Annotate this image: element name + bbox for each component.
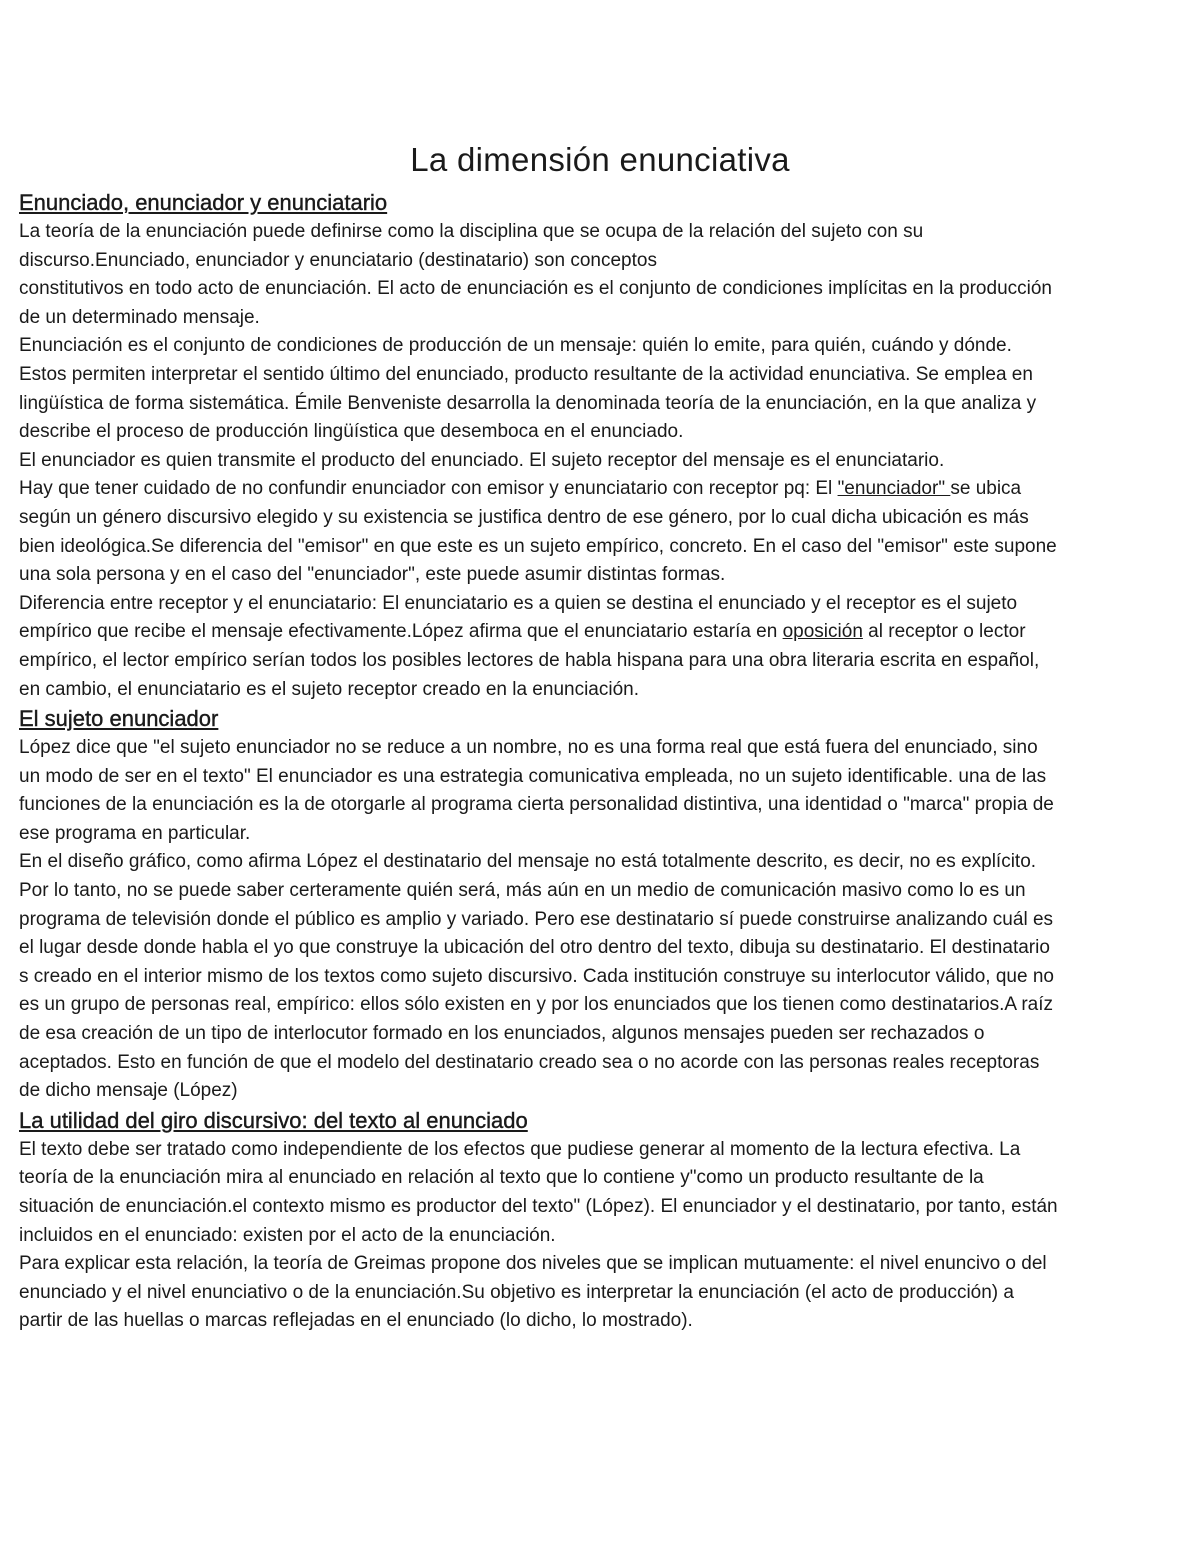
text-line: situación de enunciación.el contexto mismo es productor del texto" (López). El enunciador y el destinatario, por tanto, están [19, 1196, 1058, 1217]
text-line: de esa creación de un tipo de interlocutor formado en los enunciados, algunos mensajes pueden ser rechazados o [19, 1023, 985, 1045]
underlined-term: "enunciador" [837, 478, 951, 500]
text-line: partir de las huellas o marcas reflejadas en el enunciado (lo dicho, lo mostrado). [19, 1310, 693, 1332]
text-line: Para explicar esta relación, la teoría de Greimas propone dos niveles que se implican mutuamente: el nivel enuncivo o del [19, 1253, 1047, 1275]
paragraph [19, 848, 1197, 1105]
text-line: El texto debe ser tratado como independiente de los efectos que pudiese generar al momento de la lectura efectiva. La [19, 1138, 1021, 1160]
text-line: de dicho mensaje (López) [19, 1080, 238, 1102]
paragraph [19, 590, 1197, 704]
text-line: Hay que tener cuidado de no confundir enunciador con emisor y enunciatario con receptor pq: El [19, 478, 838, 500]
text-line: teoría de la enunciación mira al enunciado en relación al texto que lo contiene y"como un producto resultante de la [19, 1167, 984, 1189]
section-heading-enunciado: Enunciado, enunciador y enunciatario [19, 190, 388, 215]
paragraph [19, 218, 1197, 275]
text-line: El enunciador es quien transmite el producto del enunciado. El sujeto receptor del mensaje es el enunciatario. [19, 449, 945, 471]
text-line: constitutivos en todo acto de enunciación. El acto de enunciación es el conjunto de condiciones implícitas en la producción [19, 278, 1052, 300]
paragraph [19, 734, 1197, 848]
document-body [19, 188, 1197, 1336]
text-line: lingüística de forma sistemática. Émile Benveniste desarrolla la denominada teoría de la enunciación, en la que analiza y [19, 392, 1037, 414]
text-line: aceptados. Esto en función de que el modelo del destinatario creado sea o no acorde con las personas reales receptoras [19, 1051, 1040, 1073]
text-line: según un género discursivo elegido y su existencia se justifica dentro de ese género, por lo cual dicha ubicación es más [19, 506, 1029, 528]
section-heading-giro-discursivo: La utilidad del giro discursivo: del texto al enunciado [19, 1107, 528, 1133]
paragraph [19, 1250, 1197, 1336]
text-line: el lugar desde donde habla el yo que construye la ubicación del otro dentro del texto, dibuja su destinatario. El destinatario [19, 937, 1050, 959]
text-line: incluidos en el enunciado: existen por el acto de la enunciación. [19, 1224, 556, 1246]
paragraph [19, 447, 1197, 476]
text-line: En el diseño gráfico, como afirma López el destinatario del mensaje no está totalmente descrito, es decir, no es explícito. [19, 851, 1037, 873]
text-line: de un determinado mensaje. [19, 306, 260, 328]
page-title: La dimensión enunciativa [410, 141, 790, 178]
text-line: programa de televisión donde el público es amplio y variado. Pero ese destinatario sí puede construirse analizando cuál es [19, 908, 1054, 930]
text-line: Diferencia entre receptor y el enunciatario: El enunciatario es a quien se destina el enunciado y el receptor es el sujeto [19, 592, 1018, 614]
text-line: al receptor o lector [862, 621, 1026, 643]
text-line: López dice que "el sujeto enunciador no se reduce a un nombre, no es una forma real que está fuera del enunciado, sino [19, 737, 1038, 759]
text-line: un modo de ser en el texto" El enunciador es una estrategia comunicativa empleada, no un sujeto identificable. una de las [19, 765, 1047, 787]
text-line: funciones de la enunciación es la de otorgarle al programa cierta personalidad distintiva, una identidad o "marca" propia de [19, 794, 1054, 816]
text-line: empírico, el lector empírico serían todos los posibles lectores de habla hispana para una obra literaria escrita en español, [19, 649, 1040, 671]
text-line: empírico que recibe el mensaje efectivamente.López afirma que el enunciatario estaría en [19, 621, 783, 643]
paragraph [19, 1136, 1197, 1250]
text-line: se ubica [950, 478, 1022, 500]
paragraph [19, 475, 1197, 589]
text-line: en cambio, el enunciatario es el sujeto receptor creado en la enunciación. [19, 678, 639, 700]
paragraph [19, 275, 1197, 332]
text-line: es un grupo de personas real, empírico: ellos sólo existen en y por los enunciados que los tienen como destinatarios.A raíz [19, 994, 1053, 1016]
text-line: La teoría de la enunciación puede definirse como la disciplina que se ocupa de la relación del sujeto con su [19, 221, 924, 242]
text-line: Estos permiten interpretar el sentido último del enunciado, producto resultante de la actividad enunciativa. Se emplea en [19, 363, 1033, 385]
text-line: Enunciación es el conjunto de condiciones de producción de un mensaje: quién lo emite, para quién, cuándo y dónde. [19, 335, 1012, 357]
underlined-term: oposición [782, 621, 863, 643]
text-line: bien ideológica.Se diferencia del "emisor" en que este es un sujeto empírico, concreto. En el caso del "emisor" este supone [19, 535, 1057, 557]
text-line: s creado en el interior mismo de los textos como sujeto discursivo. Cada institución construye su interlocutor válido, que no [19, 965, 1054, 987]
text-line: una sola persona y en el caso del "enunciador", este puede asumir distintas formas. [19, 564, 726, 586]
text-line: Por lo tanto, no se puede saber certeramente quién será, más aún en un medio de comunicación masivo como lo es un [19, 880, 1026, 902]
text-line: enunciado y el nivel enunciativo o de la enunciación.Su objetivo es interpretar la enunciación (el acto de producción) a [19, 1281, 1014, 1303]
text-line: discurso.Enunciado, enunciador y enunciatario (destinatario) son conceptos [19, 249, 657, 271]
text-line: ese programa en particular. [19, 822, 251, 844]
section-heading-sujeto-enunciador: El sujeto enunciador [19, 706, 219, 732]
paragraph [19, 332, 1197, 446]
text-line: describe el proceso de producción lingüística que desemboca en el enunciado. [19, 421, 684, 443]
